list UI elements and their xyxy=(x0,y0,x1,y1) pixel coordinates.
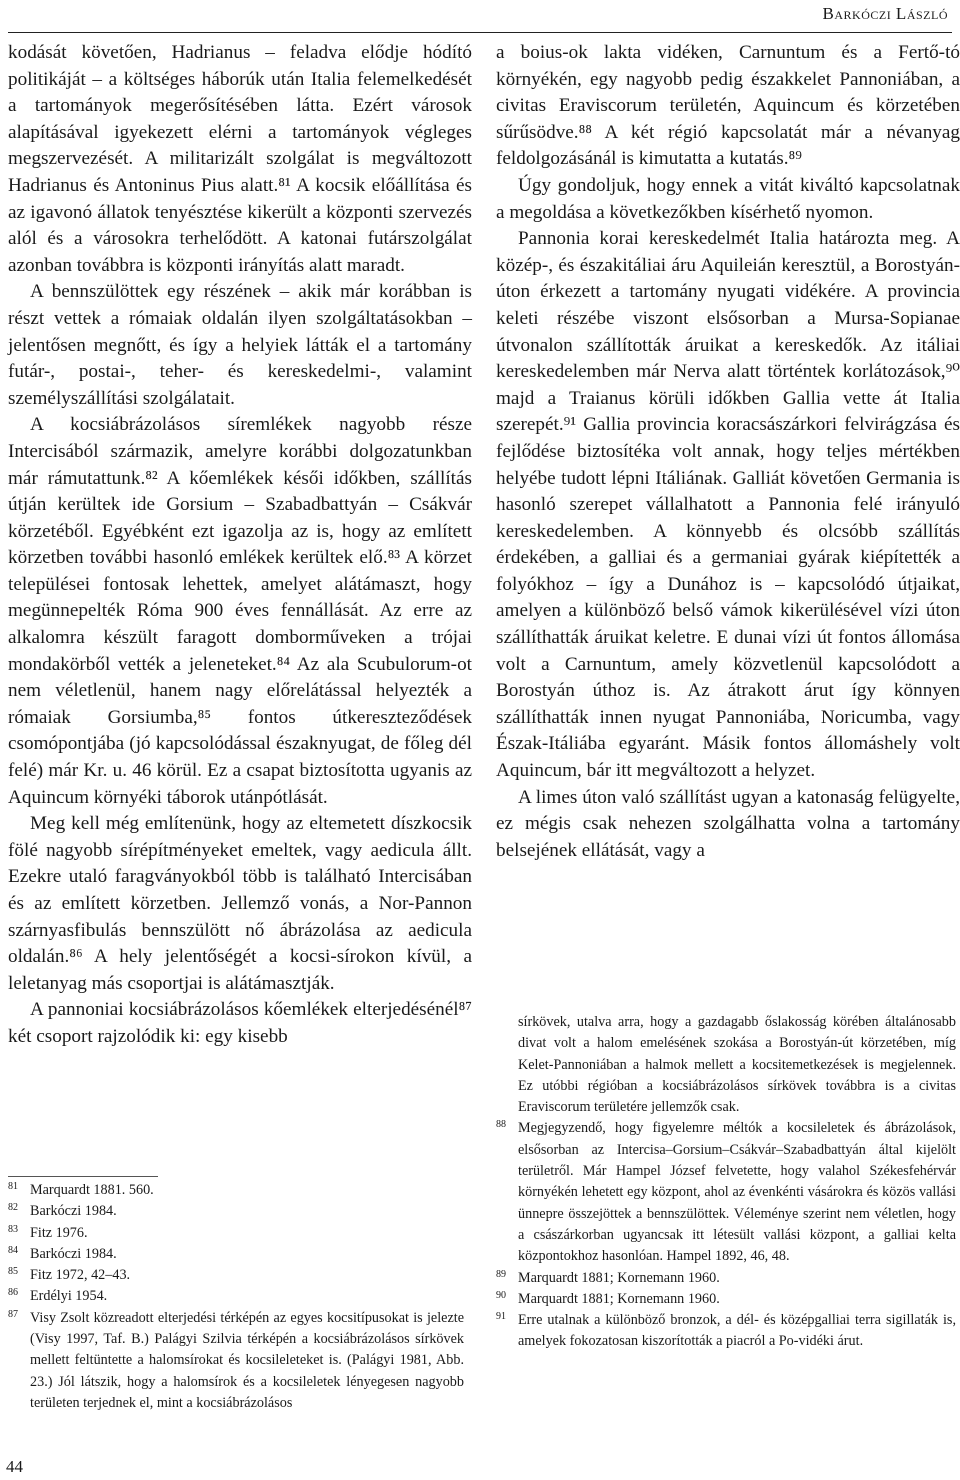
footnote xyxy=(8,1223,464,1244)
footnote-text: Marquardt 1881. 560. xyxy=(30,1182,154,1198)
footnote-number: 85 xyxy=(8,1266,18,1278)
footnote xyxy=(8,1201,464,1222)
footnote-text: sírkövek, utalva arra, hogy a gazdagabb őslakosság körében általánosabb divat volt a halom emelésének szokása a Borostyán-út körzetében, míg Kelet-Pannoniában a halmok mellett a kocsitemetkezések is megjelennek. Ez utóbbi régióban a kocsiábrázolásos sírkövek továbbra is a civitas Eraviscorum területére jellemzők csak. xyxy=(518,1014,956,1116)
footnote-number: 84 xyxy=(8,1244,18,1256)
footnote-number: 83 xyxy=(8,1223,18,1235)
footnote-text: Barkóczi 1984. xyxy=(30,1203,117,1220)
footnote-number: 82 xyxy=(8,1202,18,1214)
footnote xyxy=(8,1308,464,1414)
body-paragraph: A bennszülöttek egy részének – akik már korábban is részt vettek a rómaiak oldalán ilyen szolgáltatásokban – jelentősen megnőtt, és így a helyiek látták el a tartomány futár-, postai-, teher- és kereskedelmi-, valamint személyszállítási szolgálatait. xyxy=(8,281,472,409)
footnote-text: Fitz 1976. xyxy=(30,1224,88,1241)
header-rule xyxy=(8,32,952,33)
body-paragraph: Meg kell még említenünk, hogy az eltemetett díszkocsik fölé nagyobb sírépítményeket emeltek, vagy aedicula állt. Ezekre utaló faragványokból több is található Intercisában és az említett körzetben. Jellemző vonás, a Nor-Pannon szárnyasfibulás bennszülött nő ábrázolása az aedicula oldalán.⁸⁶ A hely jelentőségét a kocsi-sírokon kívül, a leletanyag más csoportjai is alátámasztják. xyxy=(8,813,472,994)
footnote-number: 81 xyxy=(8,1181,18,1192)
footnote xyxy=(496,1310,956,1353)
body-paragraph: Úgy gondoljuk, hogy ennek a vitát kiváltó kapcsolatnak a megoldása a következőkben kísérhető nyomon. xyxy=(496,174,960,223)
footnotes-right xyxy=(496,1012,956,1353)
left-column xyxy=(8,40,472,1051)
footnote xyxy=(496,1268,956,1289)
page-number: 44 xyxy=(6,1457,23,1476)
footnote-number: 91 xyxy=(496,1311,506,1323)
footnote-text: Visy Zsolt közreadott elterjedési térképén az egyes kocsitípusokat is jelezte (Visy 1997, Taf. B.) Palágyi Szilvia térképén a kocsiábrázolásos sírkövek mellett feltüntette a halomsírokat és kocsileleteket is. (Palágyi 1981, Abb. 23.) Jól látszik, hogy a halomsírok és a kocsileletek lényegesen nagyobb területen terjednek el, mint a kocsiábrázolásos xyxy=(30,1309,464,1411)
body-paragraph: A kocsiábrázolásos síremlékek nagyobb része Intercisából származik, amelyre korábbi dolgozatunkban már rámutattunk.⁸² A kőemlékek késői időkben, szállítás útján kerültek ide Gorsium – Szabadbattyán – Csákvár körzetéből. Egyébként ezt igazolja az is, hogy az említett körzetben további hasonló emlékek kerültek elő.⁸³ A körzet települései fontosak lehettek, amelyet alátámaszt, hogy megünnepelték Róma 900 éves fennállását. Az erre az alkalomra készült faragott domborműveken a trójai mondakörből vették a jeleneteket.⁸⁴ Az ala Scubulorum-ot nem véletlenül, hanem nagy előrelátással helyezték a rómaiak Gorsiumba,⁸⁵ fontos útkereszteződések csomópontjába (jó kapcsolódással északnyugat, de főleg dél felé) már Kr. u. 46 körül. Ez a csapat biztosította ugyanis az Aquincum környéki táborok utánpótlását. xyxy=(8,414,472,808)
footnote xyxy=(8,1265,464,1286)
footnotes-left xyxy=(8,1180,464,1414)
footnote-continued xyxy=(496,1012,956,1118)
footnote-text: Erdélyi 1954. xyxy=(30,1288,108,1305)
footnote-number: 89 xyxy=(496,1268,506,1280)
footnote-rule xyxy=(8,1176,158,1177)
right-column xyxy=(496,40,960,864)
footnote-text: Marquardt 1881; Kornemann 1960. xyxy=(518,1269,720,1286)
running-head: Barkóczi László xyxy=(822,4,948,23)
footnote-text: Barkóczi 1984. xyxy=(30,1245,117,1262)
footnote-text: Marquardt 1881; Kornemann 1960. xyxy=(518,1290,720,1307)
footnote-number: 90 xyxy=(496,1289,506,1301)
footnote xyxy=(8,1244,464,1265)
footnote-text: Erre utalnak a különböző bronzok, a dél- és középgalliai terra sigillaták is, amelyek fokozatosan kiszorították a piacról a Po-vidéki árut. xyxy=(518,1312,956,1350)
body-paragraph: Pannonia korai kereskedelmét Italia határozta meg. A közép-, és északitáliai áru Aquileián keresztül, a Borostyán-úton érkezett a tartomány nyugati vidékére. A provincia keleti részébe viszont elsősorban a Mursa-Sopianae útvonalon szállították áruikat a kereskedők. Az itáliai kereskedelemben már Nerva alatt történtek korlátozások,⁹⁰ majd a Traianus körüli időkben Gallia vette át Italia szerepét.⁹¹ Gallia provincia koracsászárkori felvirágzása és fejlődése biztosítéka volt annak, hogy teljes mértékben helyébe tudott lépni Itáliának. Galliát követően Germania is hasonló szerepet vállalhatott a Pannonia felé irányuló kereskedelemben. A könnyebb és olcsóbb szállítás érdekében, a galliai és a germaniai gyárak kiépítették a folyókhoz – így a Dunához is – kapcsolódó útjaikat, amelyen a különböző belső vámok kikerülésével vízi úton szállíthatták áruikat keletre. E dunai vízi út fontos állomása volt a Carnuntum, amely közvetlenül kapcsolódott a Borostyán úthoz is. Az átrakott árut így könnyen szállíthatták innen nyugat Pannoniába, Noricumba, vagy Észak-Itáliába egyaránt. Másik fontos állomáshely volt Aquincum, bár itt megváltozott a helyzet. xyxy=(496,228,960,782)
body-paragraph: A pannoniai kocsiábrázolásos kőemlékek elterjedésénél⁸⁷ két csoport rajzolódik ki: egy kisebb xyxy=(8,999,472,1047)
body-paragraph: a boius-ok lakta vidéken, Carnuntum és a Fertő-tó környékén, egy nagyobb pedig északkelet Pannoniában, a civitas Eraviscorum területén, Aquincum és körzetében sűrűsödve.⁸⁸ A két régió kapcsolatát már a névanyag feldolgozásánál is kimutatta a kutatás.⁸⁹ xyxy=(496,42,960,170)
footnote xyxy=(496,1289,956,1310)
footnote-text: Fitz 1972, 42–43. xyxy=(30,1267,131,1284)
footnote-number: 88 xyxy=(496,1119,506,1131)
body-paragraph: kodását követően, Hadrianus – feladva elődje hódító politikáját – a költséges háborúk után Italia felemelkedését a tartományok megerősítésében látta. Ezért városok alapításával igyekezett elérni a tartományok végleges megszervezését. A militarizált szolgálat is megváltozott Hadrianus és Antoninus Pius alatt.⁸¹ A kocsik előállítása és az igavonó állatok tenyésztése kikerült a központi szervezés alól és a városokra terhelődött. A katonai futárszolgálat azonban továbbra is központi irányítás alatt maradt. xyxy=(8,42,472,276)
footnote xyxy=(8,1286,464,1307)
footnote xyxy=(496,1118,956,1267)
footnote-number: 86 xyxy=(8,1287,18,1299)
footnote-number: 87 xyxy=(8,1308,18,1320)
body-paragraph: A limes úton való szállítást ugyan a katonaság felügyelte, ez mégis csak nehezen szolgálhatta volna a tartomány belsejének ellátását, vagy a xyxy=(496,786,960,861)
footnote-text: Megjegyzendő, hogy figyelemre méltók a kocsileletek és ábrázolások, elsősorban az Intercisa–Gorsium–Csákvár–Szabadbattyán által kijelölt területről. Már Hampel József felvetette, hogy valahol Székesfehérvár környékén lehetett egy központ, ahol az évenkénti vásárokra és közös vallási ünnepre összejöttek a bennszülöttek. Véleménye szerint nem véletlen, hogy a császárkorban ugyancsak itt létesült vallási központ, a galliai kelta központokhoz hasonlóan. Hampel 1892, 46, 48. xyxy=(518,1120,956,1265)
footnote xyxy=(8,1180,464,1201)
